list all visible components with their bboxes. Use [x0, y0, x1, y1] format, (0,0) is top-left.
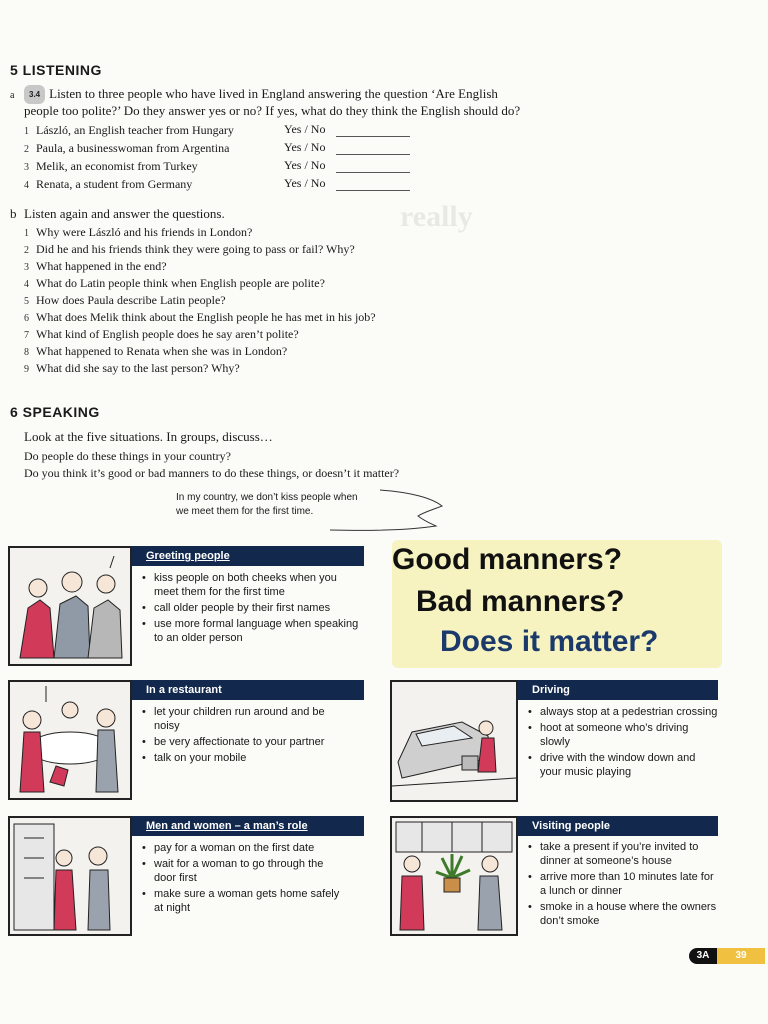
- restaurant-illustration: [8, 680, 132, 800]
- restaurant-table-icon: [10, 682, 130, 798]
- page-number: 39: [717, 948, 765, 964]
- part-b-letter: b: [10, 206, 17, 221]
- question-number: 6: [24, 313, 29, 324]
- bullet-item: • smoke in a house where the owners don’t smoke: [528, 900, 718, 928]
- greeting-card-header: Greeting people: [132, 546, 364, 566]
- speaking-question-1: Do people do these things in your country?: [24, 449, 231, 463]
- question-item: [24, 276, 325, 291]
- speaker-item: [24, 122, 234, 140]
- question-item: [24, 327, 299, 342]
- question-number: 5: [24, 296, 29, 307]
- speaker-item: [24, 140, 229, 158]
- question-item: [24, 242, 355, 257]
- bleed-through: really: [400, 200, 473, 233]
- part-b-instruction: Listen again and answer the questions.: [24, 206, 225, 221]
- driving-illustration: [390, 680, 518, 802]
- men-women-illustration: [8, 816, 132, 936]
- question-number: 4: [24, 279, 29, 290]
- question-text: How does Paula describe Latin people?: [36, 293, 226, 307]
- answer-blank[interactable]: [336, 142, 410, 155]
- question-text: What does Melik think about the English people he has met in his job?: [36, 310, 376, 324]
- question-text: Did he and his friends think they were going to pass or fail? Why?: [36, 242, 355, 256]
- men-women-bullets: [142, 841, 342, 917]
- bullet-item: • be very affectionate to your partner: [142, 735, 347, 749]
- part-a-letter: a: [10, 90, 15, 101]
- visiting-illustration: [390, 816, 518, 936]
- speaker-text: Renata, a student from Germany: [36, 177, 193, 191]
- speaking-instruction: Look at the five situations. In groups, discuss…: [24, 429, 273, 444]
- speaker-number: 3: [24, 162, 29, 173]
- question-item: [24, 310, 376, 325]
- question-number: 8: [24, 347, 29, 358]
- bullet-item: • talk on your mobile: [142, 751, 347, 765]
- question-item: [24, 344, 287, 359]
- bullet-item: • pay for a woman on the first date: [142, 841, 342, 855]
- question-number: 9: [24, 364, 29, 375]
- yes-no-option[interactable]: Yes / No: [284, 122, 326, 136]
- greeting-bullets: [142, 571, 362, 647]
- speaker-number: 2: [24, 144, 29, 155]
- question-item: [24, 259, 167, 274]
- bullet-item: • make sure a woman gets home safely at night: [142, 887, 342, 915]
- listening-part-b: [10, 205, 225, 222]
- bullet-item: • call older people by their first names: [142, 601, 362, 615]
- speaker-number: 1: [24, 126, 29, 137]
- headline-good-manners: Good manners?: [392, 543, 623, 576]
- unit-badge: 3A: [689, 948, 717, 964]
- bullet-item: • arrive more than 10 minutes late for a lunch or dinner: [528, 870, 718, 898]
- speaker-text: László, an English teacher from Hungary: [36, 123, 234, 137]
- question-item: [24, 293, 226, 308]
- speaker-item: [24, 158, 198, 176]
- bullet-item: • use more formal language when speaking to an older person: [142, 617, 362, 645]
- speaking-title: 6 SPEAKING: [10, 404, 100, 420]
- yes-no-option[interactable]: Yes / No: [284, 140, 326, 154]
- yes-no-option[interactable]: Yes / No: [284, 176, 326, 190]
- headline-does-it-matter: Does it matter?: [440, 625, 659, 658]
- answer-blank[interactable]: [336, 124, 410, 137]
- bullet-item: • drive with the window down and your music playing: [528, 751, 718, 779]
- speaking-question-2: Do you think it’s good or bad manners to do these things, or doesn’t it matter?: [24, 466, 400, 480]
- question-item: [24, 361, 240, 376]
- bubble-line-1: In my country, we don’t kiss people when: [176, 492, 358, 503]
- question-text: What kind of English people does he say aren’t polite?: [36, 327, 299, 341]
- headline-bad-manners: Bad manners?: [416, 585, 625, 618]
- question-number: 2: [24, 245, 29, 256]
- question-text: Why were László and his friends in London?: [36, 225, 253, 239]
- greeting-illustration: [8, 546, 132, 666]
- bullet-item: • always stop at a pedestrian crossing: [528, 705, 718, 719]
- question-text: What happened to Renata when she was in London?: [36, 344, 288, 358]
- question-number: 7: [24, 330, 29, 341]
- driving-bullets: [528, 705, 718, 781]
- plant-gift-icon: [392, 818, 516, 934]
- audio-track-badge[interactable]: 3.4: [24, 85, 45, 104]
- bubble-line-2: we meet them for the first time.: [176, 506, 314, 517]
- restaurant-bullets: [142, 705, 347, 767]
- listening-title: 5 LISTENING: [10, 62, 102, 78]
- part-a-instruction-line2: people too polite?’ Do they answer yes or no? If yes, what do they think the English should do?: [24, 103, 521, 118]
- question-text: What happened in the end?: [36, 259, 167, 273]
- speaker-number: 4: [24, 180, 29, 191]
- part-a-instruction-line1: Listen to three people who have lived in England answering the question ‘Are English: [49, 86, 498, 101]
- men-women-card-header: Men and women – a man’s role: [132, 816, 364, 836]
- answer-blank[interactable]: [336, 178, 410, 191]
- speaker-text: Melik, an economist from Turkey: [36, 159, 198, 173]
- speaker-item: [24, 176, 192, 194]
- question-number: 3: [24, 262, 29, 273]
- visiting-bullets: [528, 840, 718, 930]
- bullet-item: • hoot at someone who’s driving slowly: [528, 721, 718, 749]
- bullet-item: • wait for a woman to go through the door first: [142, 857, 342, 885]
- answer-blank[interactable]: [336, 160, 410, 173]
- question-item: [24, 225, 252, 240]
- bullet-item: • take a present if you’re invited to dinner at someone’s house: [528, 840, 718, 868]
- car-crossing-icon: [392, 682, 516, 800]
- yes-no-option[interactable]: Yes / No: [284, 158, 326, 172]
- people-greeting-icon: [10, 548, 130, 664]
- question-number: 1: [24, 228, 29, 239]
- bullet-item: • let your children run around and be noisy: [142, 705, 347, 733]
- bullet-item: • kiss people on both cheeks when you meet them for the first time: [142, 571, 362, 599]
- speech-bubble: [170, 484, 470, 534]
- restaurant-card-header: In a restaurant: [132, 680, 364, 700]
- driving-card-header: Driving: [518, 680, 718, 700]
- speaker-text: Paula, a businesswoman from Argentina: [36, 141, 230, 155]
- door-couple-icon: [10, 818, 130, 934]
- question-text: What did she say to the last person? Why?: [36, 361, 240, 375]
- question-text: What do Latin people think when English people are polite?: [36, 276, 325, 290]
- visiting-card-header: Visiting people: [518, 816, 718, 836]
